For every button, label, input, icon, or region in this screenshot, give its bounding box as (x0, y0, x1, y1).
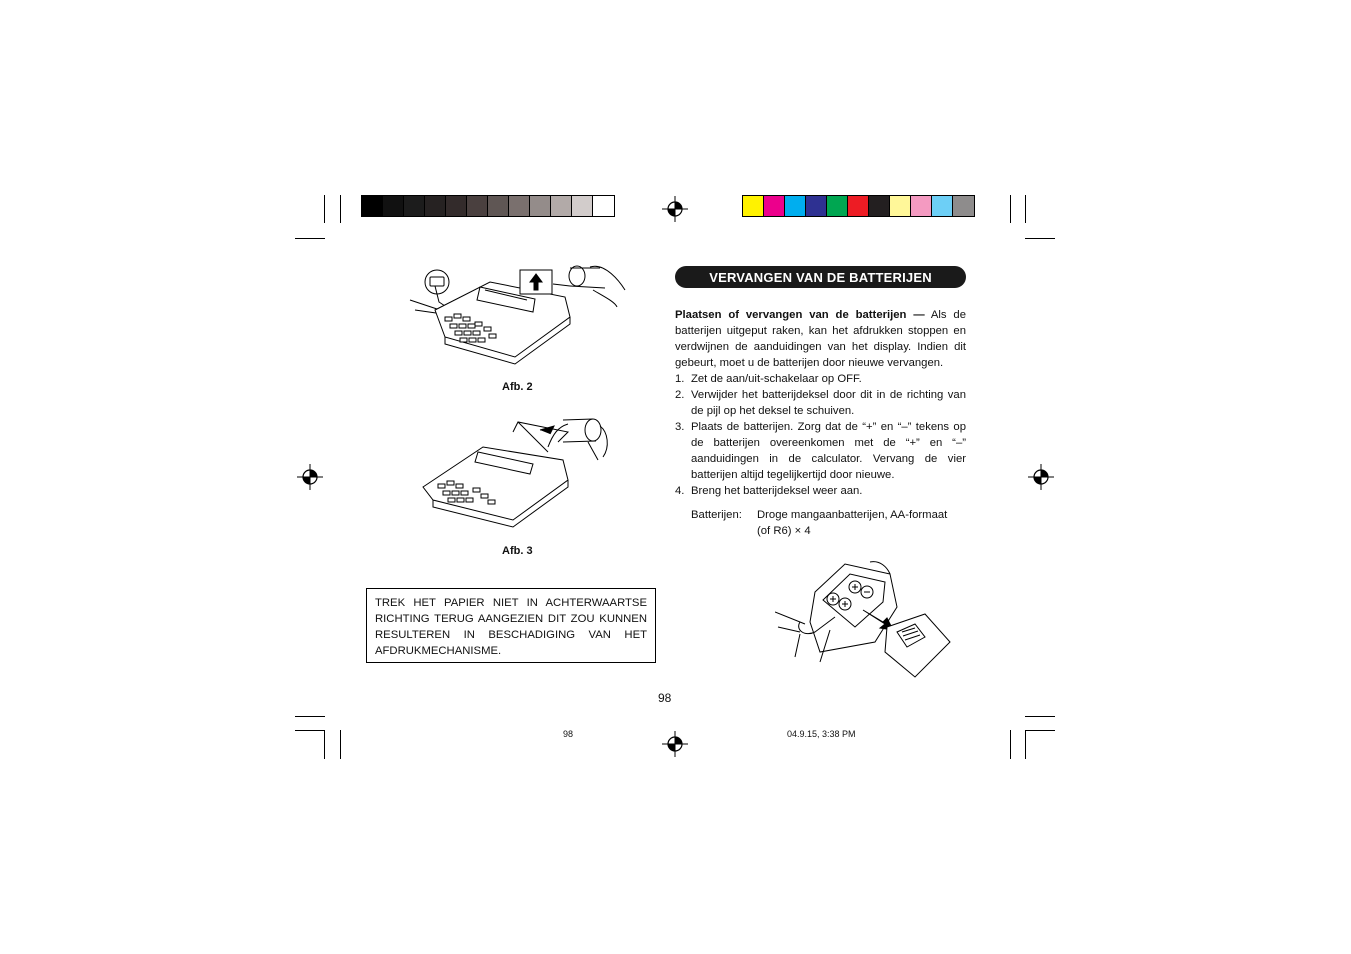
gray-swatch (362, 196, 383, 216)
gray-swatch (467, 196, 488, 216)
gray-swatch (530, 196, 551, 216)
battery-label: Batterijen: (691, 509, 742, 521)
crop-mark-br-v2 (1025, 730, 1026, 759)
intro-bold: Plaatsen of vervangen van de batterijen — (675, 309, 925, 321)
color-swatch (785, 196, 806, 216)
color-swatch (869, 196, 890, 216)
color-swatch-bar (742, 195, 975, 217)
battery-spec (691, 507, 966, 539)
list-item (675, 419, 966, 483)
crop-mark-br-h (1025, 716, 1055, 717)
registration-mark-icon (1028, 464, 1054, 490)
figure-3-caption: Afb. 3 (502, 545, 533, 557)
color-swatch (743, 196, 764, 216)
color-swatch (827, 196, 848, 216)
step-text: Breng het batterijdeksel weer aan. (691, 485, 863, 497)
crop-mark-bl-h (295, 716, 325, 717)
intro-paragraph (675, 307, 966, 371)
color-swatch (953, 196, 974, 216)
calculator-paper-feed-illustration (405, 262, 630, 374)
color-swatch (848, 196, 869, 216)
crop-mark-br-v1 (1010, 730, 1011, 759)
battery-compartment-illustration (775, 552, 953, 680)
crop-mark-bl-v1 (324, 730, 325, 759)
step-number: 2. (675, 389, 685, 401)
list-item (675, 371, 966, 387)
crop-mark-bl-v2 (340, 730, 341, 759)
crop-mark-br-h2 (1025, 730, 1055, 731)
gray-swatch (425, 196, 446, 216)
battery-value (757, 507, 947, 539)
step-number: 1. (675, 373, 685, 385)
battery-value-line-1: Droge mangaanbatterijen, AA-formaat (757, 509, 948, 521)
section-title: VERVANGEN VAN DE BATTERIJEN (675, 266, 966, 288)
step-number: 4. (675, 485, 685, 497)
footer-right: 04.9.15, 3:38 PM (787, 729, 856, 739)
gray-swatch (509, 196, 530, 216)
warning-box: TREK HET PAPIER NIET IN ACHTERWAARTSE RICHTING TERUG AANGEZIEN DIT ZOU KUNNEN RESULTEREN IN BESCHADIGING VAN HET AFDRUKMECHANISME. (366, 588, 656, 663)
crop-mark-tr-v2 (1025, 195, 1026, 223)
step-number: 3. (675, 421, 685, 433)
page-number: 98 (658, 691, 672, 705)
step-text: Zet de aan/uit-schakelaar op OFF. (691, 373, 862, 385)
color-swatch (806, 196, 827, 216)
registration-mark-icon (297, 464, 323, 490)
crop-mark-tl-h (295, 238, 325, 239)
gray-swatch (446, 196, 467, 216)
steps-list (675, 371, 966, 499)
registration-mark-icon (662, 731, 688, 757)
gray-swatch (488, 196, 509, 216)
gray-swatch (404, 196, 425, 216)
step-text: Verwijder het batterijdeksel door dit in de richting van de pijl op het deksel te schuiven. (691, 389, 966, 417)
color-swatch (890, 196, 911, 216)
gray-swatch (383, 196, 404, 216)
battery-value-line-2: (of R6) × 4 (757, 525, 811, 537)
calculator-paper-roll-illustration (418, 412, 618, 530)
list-item (675, 387, 966, 419)
crop-mark-tl-v2 (340, 195, 341, 223)
gray-swatch-bar (361, 195, 615, 217)
color-swatch (932, 196, 953, 216)
crop-mark-tr-v1 (1010, 195, 1011, 223)
intro-text: Als de batterijen uitgeput raken, kan het afdrukken stoppen en verdwijnen de aanduidingen van het display. Indien dit gebeurt, moet u de batterijen door nieuwe vervangen. (675, 309, 966, 369)
footer-left: 98 (563, 729, 574, 739)
figure-2-caption: Afb. 2 (502, 381, 533, 393)
list-item (675, 483, 966, 499)
color-swatch (764, 196, 785, 216)
gray-swatch (551, 196, 572, 216)
crop-mark-tr-h (1025, 238, 1055, 239)
section-body (675, 307, 966, 539)
color-swatch (911, 196, 932, 216)
crop-mark-bl-h2 (295, 730, 325, 731)
gray-swatch (572, 196, 593, 216)
registration-mark-icon (662, 196, 688, 222)
crop-mark-tl-v1 (324, 195, 325, 223)
gray-swatch (593, 196, 614, 216)
step-text: Plaats de batterijen. Zorg dat de “+” en “–” tekens op de batterijen overeenkomen met de “+” en “–” aanduidingen in de calculator. Vervang de vier batterijen altijd tegelijkertijd door nieuwe. (691, 421, 966, 481)
